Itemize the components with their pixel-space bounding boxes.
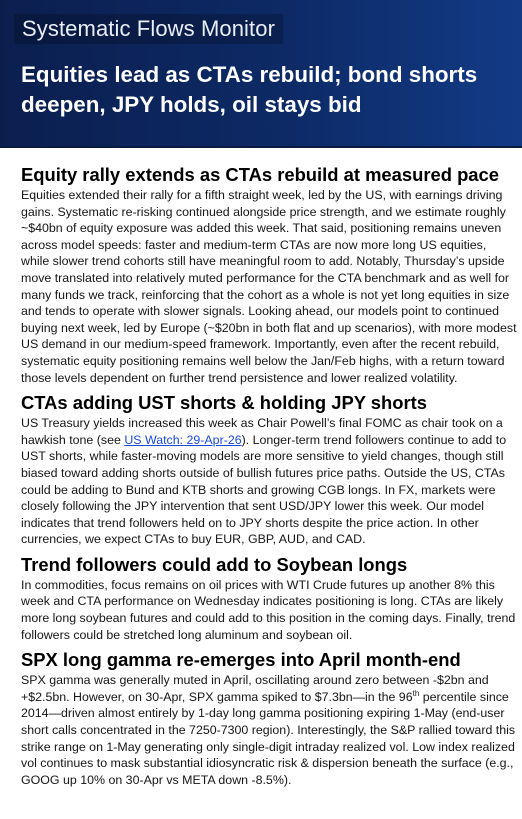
banner-divider <box>0 146 522 148</box>
section-commodities <box>21 553 517 643</box>
us-watch-link[interactable]: US Watch: 29-Apr-26 <box>124 432 242 447</box>
section-heading: Equity rally extends as CTAs rebuild at measured pace <box>21 164 499 185</box>
section-paragraph: Equities extended their rally for a fifth straight week, led by the US, with earnings driving gains. Systematic re-risking continued alongside price strength, and we estimate roughly ~$40bn of equity exposure was added this week. That said, positioning remains uneven across model speeds: faster and medium-term CTAs are now more long US equities, while slower trend cohorts still have meaningful room to add. Notably, Thursday’s upside move translated into relatively muted performance for the CTA benchmark and as well for many funds we track, reinforcing that the cohort as a whole is not yet long equities in size and tends to operate with slower signals. Looking ahead, our models point to continued buying next week, led by Europe (~$20bn in both flat and up scenarios), with more modest US demand in our medium-speed framework. Importantly, even after the recent rebuild, systematic equity positioning remains well below the Jan/Feb highs, with a return toward those levels dependent on further trend persistence and lower realized volatility. <box>21 188 517 385</box>
publication-label: Systematic Flows Monitor <box>14 14 283 44</box>
page-title: Equities lead as CTAs rebuild; bond shorts deepen, JPY holds, oil stays bid <box>21 62 478 117</box>
paragraph-text: US Treasury yields increased this week as Chair Powell’s final FOMC as chair took on a hawkish tone (see <box>21 416 503 447</box>
paragraph-text: SPX gamma was generally muted in April, oscillating around zero between -$2bn and +$2.5bn. However, on 30-Apr, SPX gamma spiked to $7.3bn—in the 96 <box>21 673 489 704</box>
article-body <box>21 163 517 788</box>
section-heading: CTAs adding UST shorts & holding JPY shorts <box>21 392 427 414</box>
section-paragraph <box>21 415 517 548</box>
paragraph-text: percentile since 2014—driven almost entirely by 1-day long gamma positioning expiring 1-May (end-user short calls concentrated in the 7250-7300 region). Interestingly, the S&P rallied toward this strike range on 1-May generating only single-digit intraday realized vol. Low index realized vol continues to mask substantial idiosyncratic risk & dispersion beneath the surface (e.g., GOOG up 10% on 30-Apr vs META down -8.5%). <box>21 689 516 787</box>
header-banner <box>0 0 522 148</box>
paragraph-text: ). Longer-term trend followers continue to add to UST shorts, while faster-moving models are more sensitive to yield changes, though still biased toward adding shorts outside of bullish futures price paths. Outside the US, CTAs could be adding to Bund and KTB shorts and growing CGB longs. In FX, markets were closely following the JPY intervention that sent USD/JPY lower this week. Our model indicates that trend followers held on to JPY shorts despite the price action. In other currencies, we expect CTAs to buy EUR, GBP, AUD, and CAD. <box>21 432 507 547</box>
section-heading: SPX long gamma re-emerges into April month-end <box>21 649 461 671</box>
section-equities <box>21 163 517 386</box>
section-paragraph: In commodities, focus remains on oil prices with WTI Crude futures up another 8% this week and CTA performance on Wednesday indicates positioning is long. CTAs are likely more long soybean futures and could add to this position in the coming days. Finally, trend followers could be stretched long aluminum and soybean oil. <box>21 577 516 642</box>
section-heading: Trend followers could add to Soybean longs <box>21 553 408 575</box>
section-spx-gamma <box>21 648 517 788</box>
ordinal-suffix: th <box>412 688 420 698</box>
section-paragraph <box>21 672 517 788</box>
section-rates-fx <box>21 391 517 548</box>
